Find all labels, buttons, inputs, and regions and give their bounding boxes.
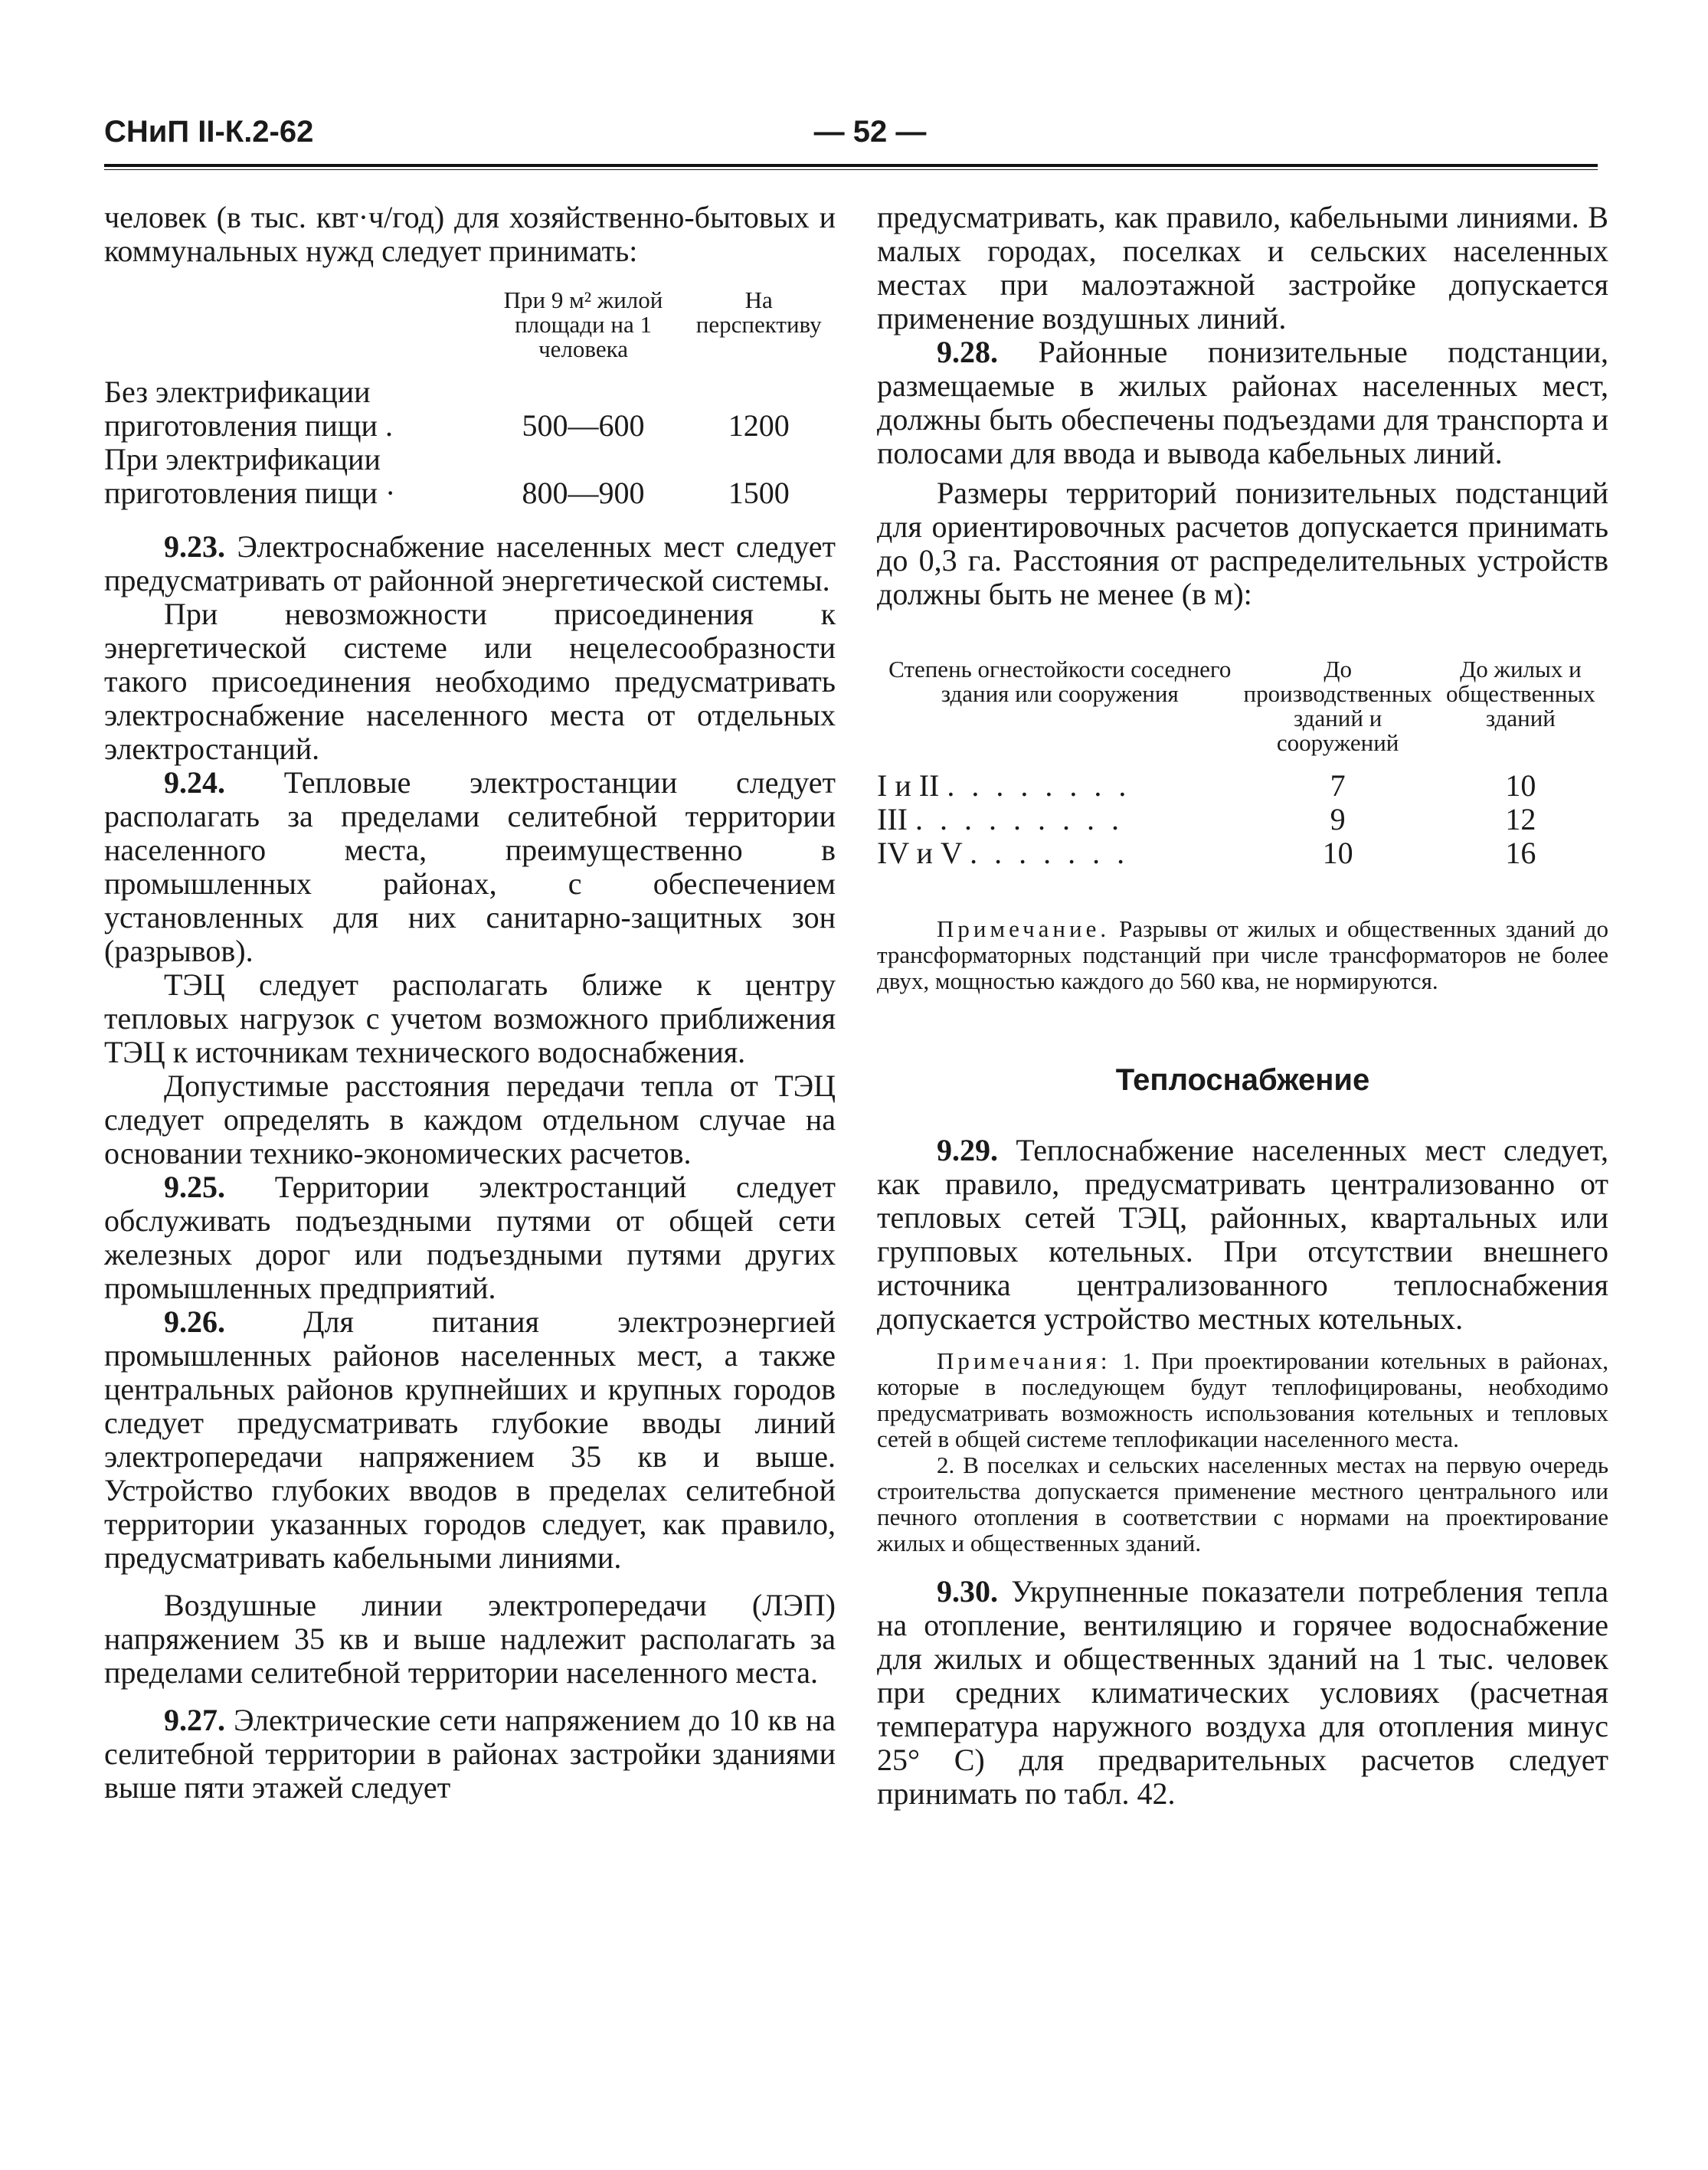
paragraph-9-25: 9.25. Территории электростанций следует обслуживать подъездными путями от общей сети железных дорог или подъездными путями других промышленных предприятий. (104, 1170, 836, 1305)
note-label: Примечание. (937, 915, 1111, 942)
table-row (877, 836, 1608, 870)
paragraph-9-29: 9.29. Теплоснабжение населенных мест следует, как правило, предусматривать централизованно от тепловых сетей ТЭЦ, районных, квартальных или групповых котельных. При отсутствии внешнего источника централизованного теплоснабжения допускается устройство местных котельных. (877, 1133, 1608, 1336)
paragraph-9-27: 9.27. Электрические сети напряжением до 10 кв на селитебной территории в районах застройки зданиями выше пяти этажей следует (104, 1703, 836, 1805)
clause-number: 9.25. (164, 1170, 225, 1204)
paragraph-9-23: 9.23. Электроснабжение населенных мест следует предусматривать от районной энергетической системы. (104, 529, 836, 597)
row-label: III (877, 802, 908, 836)
table-col-header: Степень огнестойкости соседнего здания или сооружения (888, 656, 1232, 707)
paragraph-9-30: 9.30. Укрупненные показатели потребления тепла на отопление, вентиляцию и горячее водоснабжение для жилых и общественных зданий на 1 тыс. человек при средних климатических условиях (расчетная температура наружного воздуха для отопления минус 25° С) для предварительных расчетов следует принимать по табл. 42. (877, 1574, 1608, 1811)
distance-table (877, 657, 1608, 870)
table-header-row (877, 657, 1608, 769)
clause-number: 9.24. (164, 765, 225, 800)
table-col-header: До жилых и общественных зданий (1446, 656, 1595, 732)
table-header-row (104, 288, 836, 375)
row-value: 500—600 (522, 408, 645, 443)
paragraph-9-26: 9.26. Для питания электроэнергией промышленных районов населенных мест, а также центральных районов крупнейших и крупных городов следует предусматривать глубокие вводы линий электропередачи напряжением 35 кв и выше. Устройство глубоких вводов в пределах селитебной территории указанных городов следует, как правило, предусматривать кабельными линиями. (104, 1304, 836, 1575)
consumption-table (104, 288, 836, 510)
dot-leader: . . . . . . . (970, 836, 1130, 870)
row-label: IV и V (877, 836, 963, 870)
row-value: 10 (1322, 836, 1353, 870)
paragraph: ТЭЦ следует располагать ближе к центру тепловых нагрузок с учетом возможного приближения ТЭЦ к источникам технического водоснабжения. (104, 967, 836, 1069)
row-label: При электрификации приготовления пищи · (104, 442, 396, 510)
left-column (104, 201, 836, 1805)
table-col-header: На перспективу (695, 286, 822, 338)
table-col-header: При 9 м² жилой площади на 1 человека (503, 286, 663, 362)
dot-leader: . . . . . . . . . (915, 802, 1124, 836)
intro-paragraph: человек (в тыс. квт·ч/год) для хозяйственно-бытовых и коммунальных нужд следует принимать: (104, 200, 836, 268)
clause-number: 9.28. (937, 335, 998, 369)
document-code: СНиП II-К.2-62 (104, 115, 314, 149)
header-rule (104, 164, 1598, 170)
notes-block: Примечания: 1. При проектировании котельных в районах, которые в последующем будут теплофицированы, необходимо предусматривать возможность использования котельных и тепловых сетей в общей системе теплофикации населенного места. (877, 1347, 1609, 1452)
row-value: 9 (1330, 802, 1346, 836)
row-value: 7 (1330, 768, 1346, 803)
table-row (877, 803, 1608, 836)
paragraph-9-28: 9.28. Районные понизительные подстанции, размещаемые в жилых районах населенных мест, должны быть обеспечены подъездами для транспорта и полосами для ввода и вывода кабельных линий. (877, 335, 1608, 470)
row-label: I и II (877, 768, 940, 803)
note-item: 2. В поселках и сельских населенных местах на первую очередь строительства допускается применение местного центрального или печного отопления в соответствии с нормами на проектирование жилых и общественных зданий. (877, 1452, 1608, 1556)
table-row (104, 443, 836, 510)
section-heading: Теплоснабжение (1115, 1063, 1370, 1097)
table-row (104, 375, 836, 443)
row-value: 10 (1505, 768, 1536, 803)
row-value: 1500 (728, 476, 790, 510)
notes-label: Примечания: (937, 1347, 1111, 1374)
page-number: — 52 — (813, 115, 927, 149)
row-value: 16 (1505, 836, 1536, 870)
paragraph: При невозможности присоединения к энергетической системе или нецелесообразности такого присоединения необходимо предусматривать электроснабжение населенного места от отдельных электростанций. (104, 597, 836, 766)
row-value: 12 (1505, 802, 1536, 836)
clause-number: 9.30. (937, 1574, 998, 1609)
table-row (877, 769, 1608, 803)
table-col-header: До производственных зданий и сооружений (1243, 656, 1432, 756)
dot-leader: . . . . . . . . (947, 768, 1131, 803)
row-label: Без электрификации приготовления пищи . (104, 375, 393, 443)
clause-number: 9.26. (164, 1304, 225, 1339)
paragraph: Допустимые расстояния передачи тепла от ТЭЦ следует определять в каждом отдельном случае на основании технико-экономических расчетов. (104, 1069, 836, 1170)
paragraph: Воздушные линии электропередачи (ЛЭП) напряжением 35 кв и выше надлежит располагать за пределами селитебной территории населенного места. (104, 1588, 836, 1690)
row-value: 800—900 (522, 476, 645, 510)
row-value: 1200 (728, 408, 790, 443)
table-note: Примечание. Разрывы от жилых и общественных зданий до трансформаторных подстанций при числе трансформаторов не более двух, мощностью каждого до 560 ква, не нормируются. (877, 915, 1608, 994)
paragraph: Размеры территорий понизительных подстанций для ориентировочных расчетов допускается принимать до 0,3 га. Расстояния от распределительных устройств должны быть не менее (в м): (877, 476, 1608, 611)
page-header (104, 115, 1598, 161)
clause-number: 9.27. (164, 1703, 225, 1737)
right-column (877, 201, 1608, 1811)
paragraph: предусматривать, как правило, кабельными линиями. В малых городах, поселках и сельских населенных местах при малоэтажной застройке допускается применение воздушных линий. (877, 200, 1608, 335)
clause-number: 9.23. (164, 529, 225, 564)
clause-number: 9.29. (937, 1133, 998, 1167)
paragraph-9-24: 9.24. Тепловые электростанции следует располагать за пределами селитебной территории населенного места, преимущественно в промышленных районах, с обеспечением установленных для них санитарно-защитных зон (разрывов). (104, 765, 836, 968)
